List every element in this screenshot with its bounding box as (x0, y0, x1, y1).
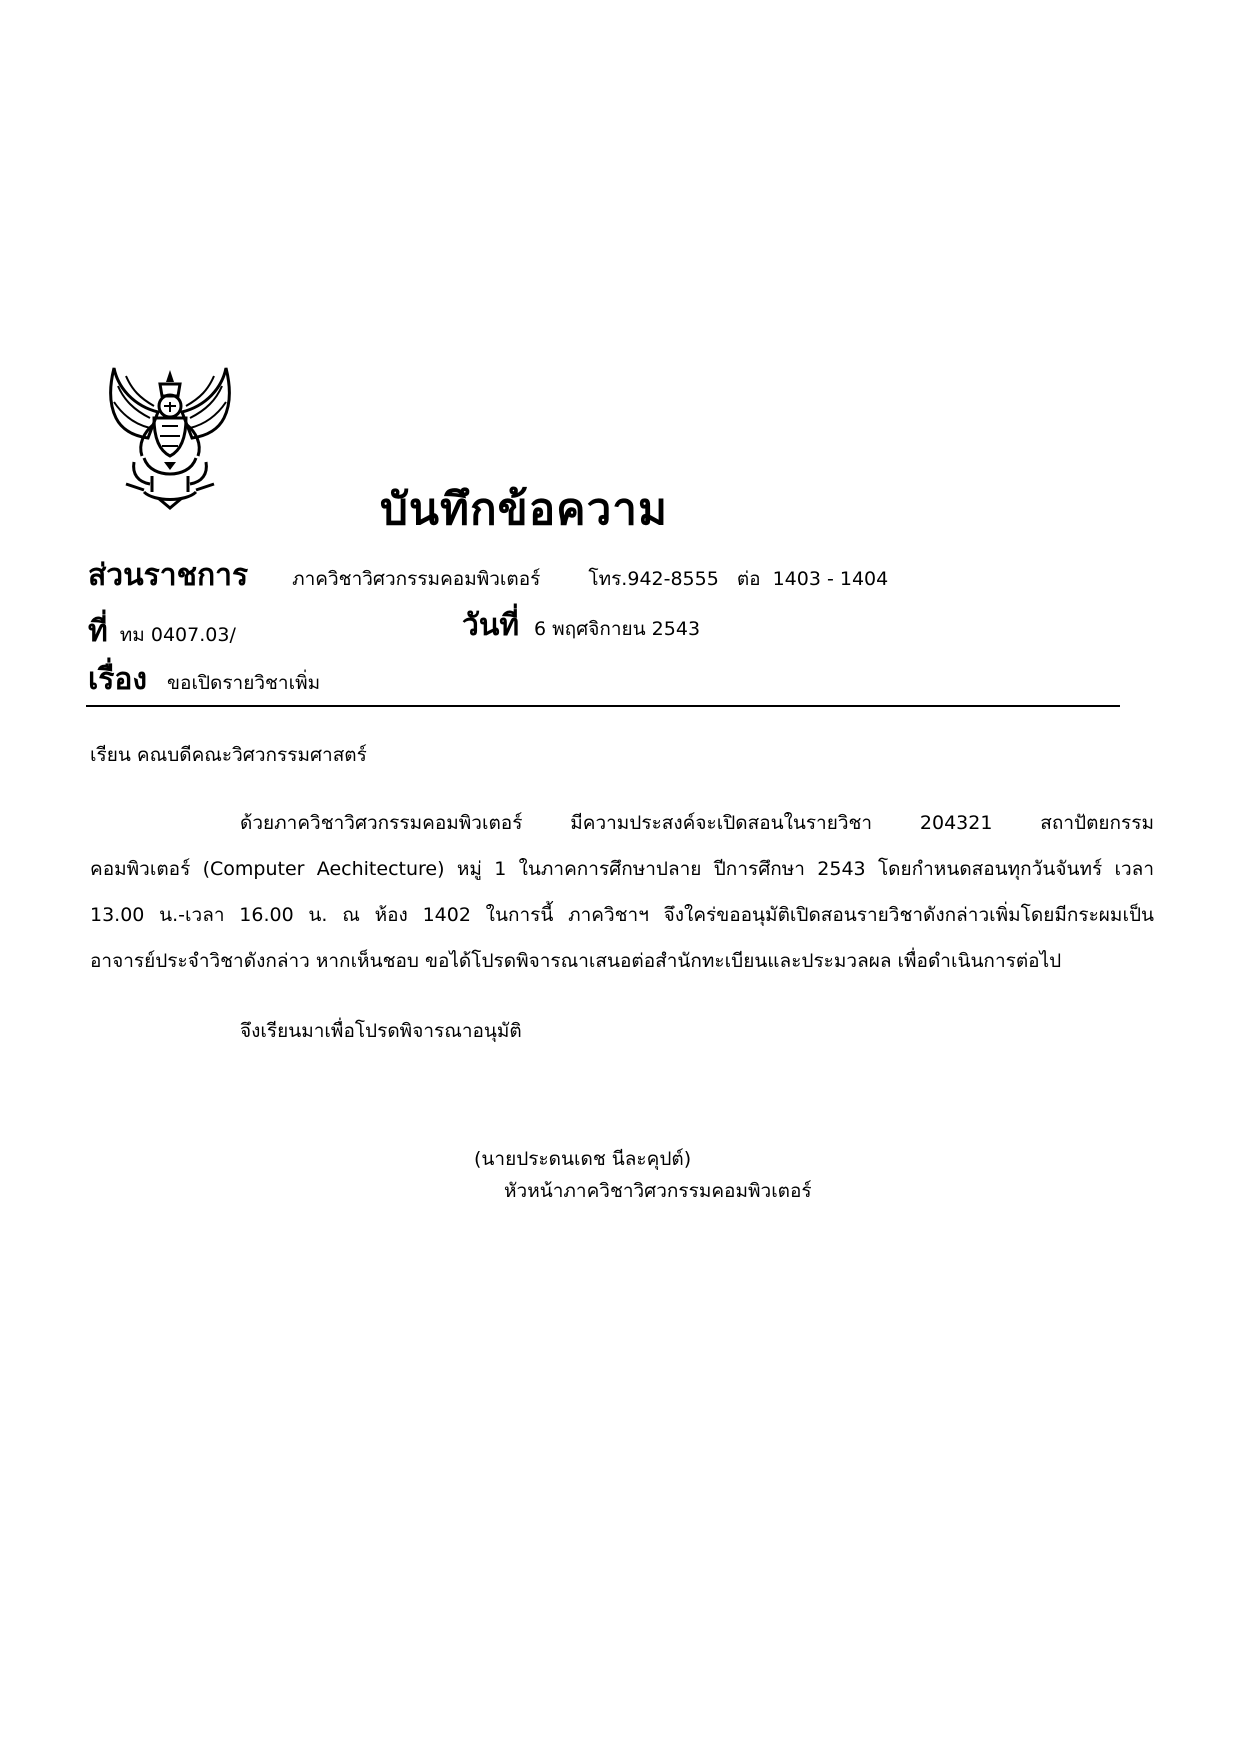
extension-label: ต่อ (736, 568, 761, 590)
reference-label: ที่ (88, 614, 108, 649)
closing-line: จึงเรียนมาเพื่อโปรดพิจารณาอนุมัติ (240, 1020, 522, 1042)
body-paragraph (90, 800, 1154, 984)
garuda-emblem-icon (104, 366, 236, 510)
date-label: วันที่ (462, 608, 520, 643)
agency-label: ส่วนราชการ (88, 558, 249, 593)
agency-name: ภาควิชาวิศวกรรมคอมพิวเตอร์ (292, 568, 541, 590)
date-value: 6 พฤศจิกายน 2543 (534, 618, 701, 640)
paragraph-line: คอมพิวเตอร์ (Computer Aechitecture) หมู่ 1 ในภาคการศึกษาปลาย ปีการศึกษา 2543 โดยกำหนดสอนทุกวันจันทร์ เวลา (90, 858, 1154, 880)
phone-number: โทร.942-8555 (588, 568, 719, 590)
paragraph-line: ด้วยภาควิชาวิศวกรรมคอมพิวเตอร์ มีความประสงค์จะเปิดสอนในรายวิชา 204321 สถาปัตยกรรม (240, 812, 1154, 834)
signer-position: หัวหน้าภาควิชาวิศวกรรมคอมพิวเตอร์ (504, 1180, 812, 1202)
paragraph-line: อาจารย์ประจำวิชาดังกล่าว หากเห็นชอบ ขอได้โปรดพิจารณาเสนอต่อสำนักทะเบียนและประมวลผล เพื่อดำเนินการต่อไป (90, 950, 1062, 972)
salutation: เรียน คณบดีคณะวิศวกรรมศาสตร์ (90, 744, 367, 766)
agency-row (88, 552, 888, 599)
page-title: บันทึกข้อความ (380, 484, 669, 535)
header-divider (86, 705, 1120, 707)
extension-value: 1403 - 1404 (772, 568, 889, 590)
subject-value: ขอเปิดรายวิชาเพิ่ม (167, 672, 321, 694)
subject-label: เรื่อง (88, 662, 148, 697)
signer-name: (นายประดนเดช นีละคุปต์) (474, 1148, 692, 1170)
subject-row (88, 656, 320, 703)
reference-number: ทม 0407.03/ (119, 624, 236, 646)
paragraph-line: 13.00 น.-เวลา 16.00 น. ณ ห้อง 1402 ในการนี้ ภาควิชาฯ จึงใคร่ขออนุมัติเปิดสอนรายวิชาดังกล่าวเพิ่มโดยมีกระผมเป็น (90, 904, 1154, 926)
reference-row (88, 608, 701, 655)
